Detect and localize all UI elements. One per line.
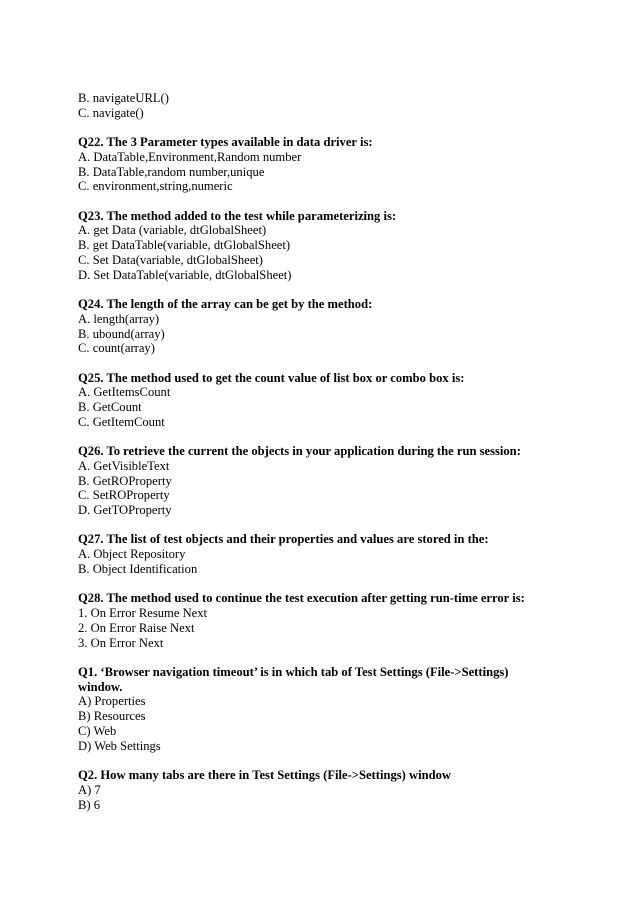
option: D) Web Settings — [78, 738, 161, 753]
question-block-q1 — [78, 665, 598, 754]
option: B. navigateURL() — [78, 91, 169, 105]
option: A) Properties — [78, 694, 146, 709]
option: 2. On Error Raise Next — [78, 620, 195, 635]
option: C. Set Data(variable, dtGlobalSheet) — [78, 252, 264, 267]
option: 1. On Error Resume Next — [78, 606, 208, 621]
option: A. DataTable,Environment,Random number — [78, 149, 302, 164]
question-heading: Q28. The method used to continue the test execution after getting run-time error is: — [78, 591, 525, 606]
option: A. GetVisibleText — [78, 458, 170, 473]
option: B. Object Identification — [78, 562, 198, 577]
question-heading: Q23. The method added to the test while parameterizing is: — [78, 208, 397, 223]
question-block-q26 — [78, 444, 598, 518]
question-heading: Q22. The 3 Parameter types available in data driver is: — [78, 134, 373, 149]
option: C. navigate() — [78, 105, 144, 120]
option: B. get DataTable(variable, dtGlobalSheet) — [78, 238, 291, 253]
option: B. GetROProperty — [78, 473, 172, 488]
option: A. Object Repository — [78, 547, 186, 562]
option: A. get Data (variable, dtGlobalSheet) — [78, 223, 267, 238]
option: C) Web — [78, 724, 117, 739]
question-heading: Q1. ‘Browser navigation timeout’ is in which tab of Test Settings (File->Settings) window. — [78, 664, 509, 694]
question-heading: Q26. To retrieve the current the objects in your application during the run session: — [78, 444, 521, 459]
option: C. count(array) — [78, 341, 155, 356]
question-block-q24 — [78, 297, 598, 356]
option: D. Set DataTable(variable, dtGlobalSheet) — [78, 267, 292, 282]
option: C. GetItemCount — [78, 414, 165, 429]
continued-options — [78, 91, 598, 121]
option: B. DataTable,random number,unique — [78, 164, 265, 179]
option: D. GetTOProperty — [78, 503, 172, 518]
option: C. environment,string,numeric — [78, 179, 233, 194]
question-block-q22 — [78, 135, 598, 194]
question-block-q27 — [78, 532, 598, 576]
option: B) Resources — [78, 709, 146, 724]
option: B. GetCount — [78, 400, 142, 415]
option: 3. On Error Next — [78, 635, 164, 650]
question-heading: Q27. The list of test objects and their properties and values are stored in the: — [78, 532, 489, 547]
option: B) 6 — [78, 797, 101, 812]
question-block-q28 — [78, 591, 598, 650]
question-block-q2 — [78, 768, 598, 812]
option: A. GetItemsCount — [78, 385, 171, 400]
document-page — [78, 91, 598, 827]
question-block-q23 — [78, 209, 598, 283]
question-heading: Q24. The length of the array can be get by the method: — [78, 296, 373, 311]
question-block-q25 — [78, 371, 598, 430]
question-heading: Q25. The method used to get the count value of list box or combo box is: — [78, 370, 465, 385]
option: A) 7 — [78, 782, 101, 797]
option: B. ubound(array) — [78, 326, 165, 341]
option: A. length(array) — [78, 311, 160, 326]
option: C. SetROProperty — [78, 488, 170, 503]
question-heading: Q2. How many tabs are there in Test Settings (File->Settings) window — [78, 768, 451, 782]
